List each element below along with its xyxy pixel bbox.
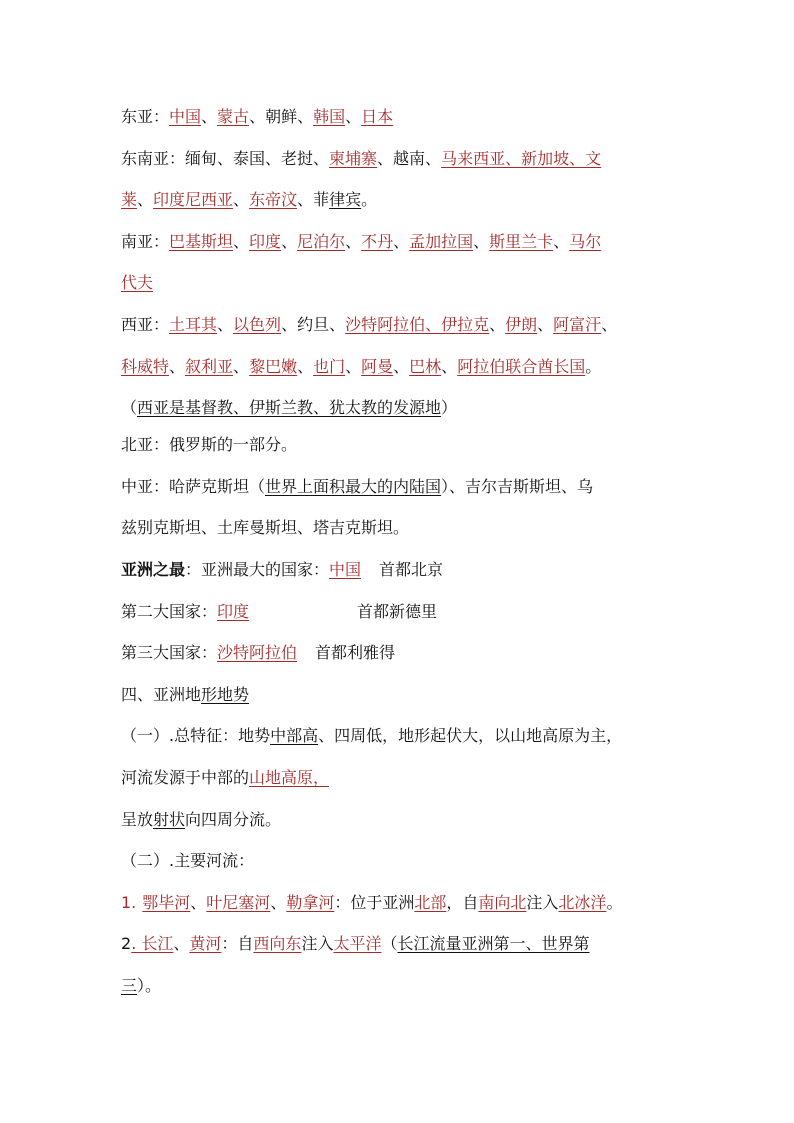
country: 蒙古 bbox=[217, 107, 250, 126]
country: 阿拉伯联合酋长国 bbox=[457, 356, 586, 376]
text: 呈放 bbox=[121, 809, 154, 829]
text: 、四周低，地形起伏大，以山地高原为主， bbox=[318, 726, 623, 746]
keyword: 山地高原， bbox=[249, 767, 330, 787]
keyword: 中部高 bbox=[270, 726, 319, 746]
text: 注入 bbox=[301, 934, 334, 954]
document-page bbox=[121, 103, 681, 1013]
keyword: 北冰洋 bbox=[558, 892, 607, 912]
keyword: 北部 bbox=[414, 892, 447, 912]
text: （ bbox=[381, 934, 398, 954]
heading: 形地势 bbox=[201, 684, 250, 704]
country: 印度 bbox=[249, 231, 282, 251]
text: 中亚：哈萨克斯坦（ bbox=[121, 476, 266, 496]
country: 中国 bbox=[329, 559, 362, 579]
text: ：亚洲最大的国家： bbox=[185, 559, 330, 579]
item-number: 2 bbox=[121, 934, 132, 954]
region-label: 西亚： bbox=[121, 314, 170, 334]
river: 黄河 bbox=[189, 934, 222, 954]
country: 朝鲜 bbox=[265, 107, 298, 126]
text: 第二大国家： bbox=[121, 601, 218, 621]
country: 代夫 bbox=[121, 273, 154, 293]
text: 河流发源于中部的 bbox=[121, 767, 250, 787]
text: （一）.总特征：地势 bbox=[121, 726, 271, 746]
text: ，自 bbox=[446, 892, 479, 912]
central-asia-line-2 bbox=[121, 514, 681, 556]
country: 阿富汗 bbox=[553, 314, 602, 334]
capital: 首都新德里 bbox=[357, 601, 438, 621]
text: 、越南、 bbox=[377, 148, 442, 168]
text: 北亚：俄罗斯的一部分。 bbox=[121, 435, 298, 455]
river: 鄂毕河 bbox=[142, 892, 191, 912]
country: 莱 bbox=[121, 190, 138, 210]
country: 斯里兰卡 bbox=[489, 231, 554, 251]
west-asia-line-1: 西亚：土耳其、以色列、约旦、沙特阿拉伯、伊拉克、伊朗、阿富汗、 bbox=[121, 314, 618, 334]
country: 以色列 bbox=[233, 314, 282, 334]
country: 土耳其 bbox=[169, 314, 218, 334]
text: 。 bbox=[361, 190, 378, 210]
country: 也门 bbox=[313, 356, 346, 376]
asia-most-line bbox=[121, 556, 681, 598]
text: 向四周分流。 bbox=[185, 809, 282, 829]
country: 印度 bbox=[217, 601, 250, 621]
sub2-title bbox=[121, 847, 681, 889]
third-largest-line bbox=[121, 639, 681, 681]
country: 日本 bbox=[361, 107, 394, 126]
river: . 长江 bbox=[131, 934, 174, 954]
region-label: 东亚： bbox=[121, 107, 170, 126]
southeast-asia-line-2: 莱、印度尼西亚、东帝汶、菲律宾。 bbox=[121, 190, 378, 210]
sub1-line-3 bbox=[121, 806, 681, 848]
east-asia-line: 东亚：中国、蒙古、朝鲜、韩国、日本 bbox=[121, 107, 394, 126]
river: 叶尼塞河 bbox=[206, 892, 271, 912]
text: ：位于亚洲 bbox=[334, 892, 415, 912]
country: 律宾 bbox=[329, 190, 362, 210]
note-text: 三 bbox=[121, 975, 138, 995]
river-item-2-line-2 bbox=[121, 972, 681, 1014]
country: 沙特阿拉伯、伊拉克 bbox=[345, 314, 490, 334]
text: 注入 bbox=[526, 892, 559, 912]
text: 第三大国家： bbox=[121, 643, 218, 663]
text: 缅甸、泰国、老挝、 bbox=[185, 148, 330, 168]
country: 沙特阿拉伯 bbox=[217, 643, 298, 663]
capital: 首都北京 bbox=[379, 559, 444, 579]
south-asia-line-2 bbox=[121, 269, 681, 311]
country: 马尔 bbox=[569, 231, 602, 251]
note-text: 长江流量亚洲第一、世界第 bbox=[397, 934, 590, 954]
central-asia-line-1 bbox=[121, 473, 681, 515]
sub1-line-2 bbox=[121, 764, 681, 806]
text: （ bbox=[121, 398, 138, 418]
country: 马来西亚、新加坡、文 bbox=[441, 148, 602, 168]
river-item-1: 1. 鄂毕河、叶尼塞河、勒拿河：位于亚洲北部，自南向北注入北冰洋。 bbox=[121, 892, 623, 912]
river-item-2-line-1: 2. 长江、黄河：自西向东注入太平洋（长江流量亚洲第一、世界第 bbox=[121, 934, 590, 954]
country: 科威特 bbox=[121, 356, 170, 376]
country: 黎巴嫩 bbox=[249, 356, 298, 376]
country: 尼泊尔 bbox=[297, 231, 346, 251]
river: 勒拿河 bbox=[286, 892, 335, 912]
southeast-asia-line-1 bbox=[121, 145, 681, 187]
country: 东帝汶 bbox=[249, 190, 298, 210]
heading: 亚洲之最 bbox=[121, 559, 186, 579]
west-asia-note bbox=[121, 394, 681, 431]
text: ：自 bbox=[221, 934, 254, 954]
country: 巴林 bbox=[409, 356, 442, 376]
text: 、菲 bbox=[297, 190, 330, 210]
country: 叙利亚 bbox=[185, 356, 234, 376]
text: ） bbox=[441, 398, 458, 418]
country: 印度尼西亚 bbox=[153, 190, 234, 210]
country: 韩国 bbox=[313, 107, 346, 126]
text: ）、吉尔吉斯斯坦、乌 bbox=[441, 476, 594, 496]
region-label: 南亚： bbox=[121, 231, 170, 251]
country: 巴基斯坦 bbox=[169, 231, 234, 251]
item-number: 1. bbox=[121, 892, 137, 912]
heading: 四、亚洲地 bbox=[121, 684, 202, 704]
second-largest-line bbox=[121, 598, 681, 640]
capital: 首都利雅得 bbox=[315, 643, 396, 663]
text: 。 bbox=[606, 892, 623, 912]
country: 约旦 bbox=[297, 314, 330, 334]
country: 伊朗 bbox=[505, 314, 538, 334]
sub1-line-1 bbox=[121, 722, 681, 764]
country: 孟加拉国 bbox=[409, 231, 474, 251]
keyword: 射状 bbox=[153, 809, 186, 829]
country: 柬埔寨 bbox=[329, 148, 378, 168]
heading: （二）.主要河流： bbox=[121, 851, 255, 871]
text: ）。 bbox=[137, 975, 162, 995]
section-4-title bbox=[121, 681, 681, 723]
keyword: 南向北 bbox=[478, 892, 527, 912]
south-asia-line-1: 南亚：巴基斯坦、印度、尼泊尔、不丹、孟加拉国、斯里兰卡、马尔 bbox=[121, 231, 602, 251]
country: 中国 bbox=[169, 107, 202, 126]
north-asia-line bbox=[121, 431, 681, 473]
country: 阿曼 bbox=[361, 356, 394, 376]
keyword: 西向东 bbox=[253, 934, 302, 954]
keyword: 太平洋 bbox=[333, 934, 382, 954]
note-text: 西亚是基督教、伊斯兰教、犹太教的发源地 bbox=[137, 398, 442, 418]
text: 兹别克斯坦、土库曼斯坦、塔吉克斯坦。 bbox=[121, 518, 410, 538]
west-asia-line-2: 科威特、叙利亚、黎巴嫩、也门、阿曼、巴林、阿拉伯联合酋长国。 bbox=[121, 356, 602, 376]
region-label: 东南亚： bbox=[121, 148, 186, 168]
note-text: 世界上面积最大的内陆国 bbox=[265, 476, 442, 496]
country: 不丹 bbox=[361, 231, 394, 251]
